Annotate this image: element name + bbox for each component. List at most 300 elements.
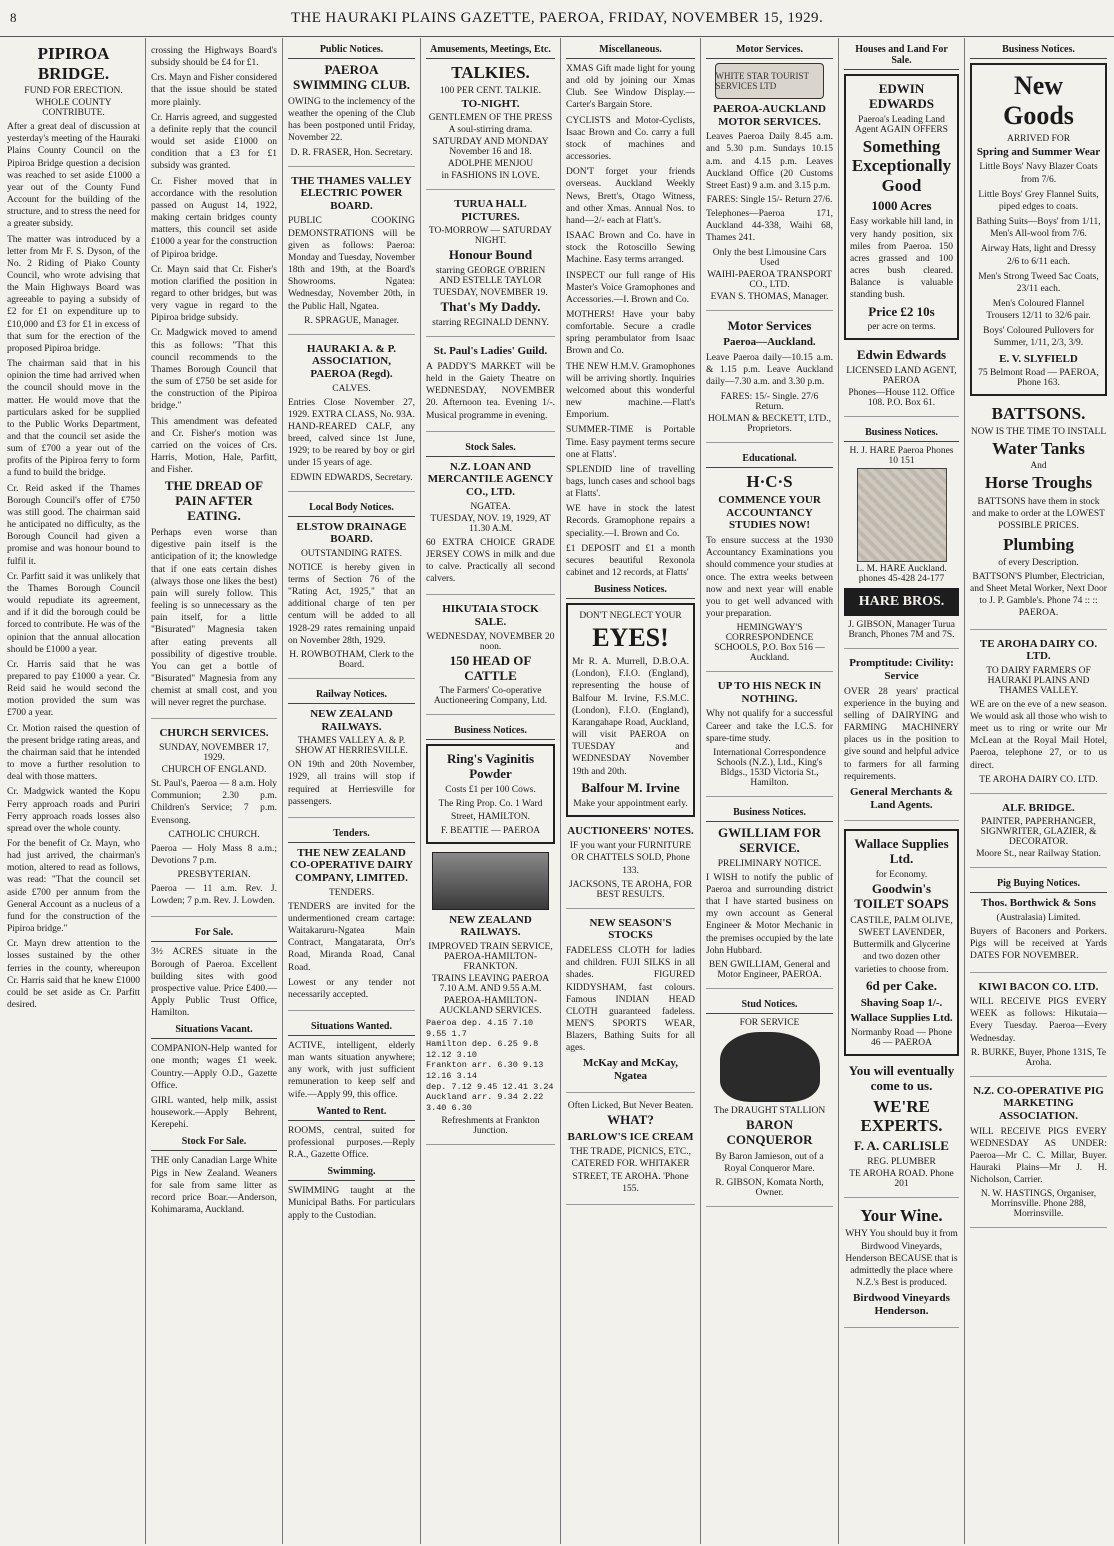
ad-sub: IMPROVED TRAIN SERVICE, PAEROA-HAMILTON-FRANKTON. — [428, 941, 553, 972]
ad-sign: E. V. SLYFIELD — [999, 352, 1078, 365]
ad-body: Buyers of Baconers and Porkers. Pigs will be received at Yards DATES FOR NOVEMBER. — [970, 927, 1107, 962]
paragraph: After a great deal of discussion at yesterday's meeting of the Hauraki Plains County Council on the Pipiroa Bridge question a decision was reached to set aside £1000 a year out of the County Fund Account for the building of the structure, and to stress the need for a greater subsidy. — [7, 122, 140, 230]
ad-title: WHAT? — [607, 1111, 654, 1127]
ad-item: Bathing Suits—Boys' from 1/11, Men's All-wool from 7/6. — [976, 217, 1101, 240]
guild-ad — [426, 345, 555, 431]
article-title: PIPIROA BRIDGE. — [37, 44, 110, 83]
ad-sub: TO-MORROW — SATURDAY NIGHT. — [428, 226, 553, 247]
ad-body: WE are on the eve of a new season. We would ask all those who wish to meet us to ring or write our Mr McLean at the Royal Mail Hotel, Paeroa, telephone 27, or to us direct. — [970, 699, 1107, 771]
classified: SWIMMING taught at the Municipal Baths. For particulars apply to the Custodian. — [288, 1186, 415, 1221]
ad-sub: LICENSED LAND AGENT, PAEROA — [846, 366, 957, 387]
section-head: Business Notices. — [706, 805, 833, 822]
stocks-ad — [566, 917, 695, 1093]
paragraph: Crs. Mayn and Fisher considered that the issue should be stated more plainly. — [151, 73, 277, 108]
ad-acres: 1000 Acres — [871, 197, 932, 213]
section-head: Business Notices. — [426, 723, 555, 740]
classified: GIRL wanted, help milk, assist housework.—Apply Behrent, Kerepehi. — [151, 1095, 277, 1131]
ad-body: 150 HEAD OF CATTLE — [449, 652, 532, 683]
timetable-head: PAEROA-HAMILTON-AUCKLAND SERVICES. — [439, 995, 542, 1016]
notice-title: THE THAMES VALLEY ELECTRIC POWER BOARD. — [291, 174, 412, 212]
ad-firm: BARLOW'S ICE CREAM — [567, 1130, 694, 1143]
columns — [2, 38, 1112, 1544]
ad-pre: DON'T NEGLECT YOUR — [579, 611, 682, 622]
ad-sign: EVAN S. THOMAS, Manager. — [710, 291, 829, 302]
ad-sub: Paeroa—Auckland. — [723, 336, 816, 349]
ad-body: Easy workable hill land, in very handy position, six miles from Paeroa. 150 acres grassed and 100 acres bush cleared. Balance is valuable standing bush. — [850, 217, 953, 301]
te-aroha-dairy-ad — [970, 638, 1107, 794]
ad-season: Spring and Summer Wear — [976, 145, 1101, 158]
ad-firm: Balfour M. Irvine — [581, 779, 680, 795]
battsons-ad — [970, 404, 1107, 629]
ad-sub: Paeroa's Leading Land Agent AGAIN OFFERS — [855, 114, 948, 135]
ad-title: AUCTIONEERS' NOTES. — [567, 824, 694, 837]
page-number: 8 — [10, 10, 17, 25]
section-head: Local Body Notices. — [288, 500, 415, 517]
ad-title: Motor Services — [727, 317, 812, 333]
ad-firm: Wallace Supplies Ltd. — [850, 1012, 953, 1025]
ad-foot: Only the best Limousine Cars Used — [712, 247, 827, 268]
ad-body: OVER 28 years' practical experience in the buying and selling of DAIRYING and FARMING MACHINERY places us in the position to give sound and helpful advice to farmers for all farming requirements. — [844, 686, 959, 782]
film-star: starring REGINALD DENNY. — [432, 318, 549, 329]
notice-sign: R. SPRAGUE, Manager. — [304, 315, 399, 326]
masthead-title: THE HAURAKI PLAINS GAZETTE, PAEROA, FRIDAY, NOVEMBER 15, 1929. — [290, 10, 824, 26]
paragraph: The matter was introduced by a letter from Mr F. S. Dyson, of the No. 2 Riding of Piako County Council, who wrote advising that the Main Highways Board was agreeable to paying a subsidy of £2 for £1 on expenditure up to £10,000 and £3 for £1 in excess of that sum for the erection of the proposed Pipiroa bridge. — [7, 234, 140, 354]
notice-title: THE NEW ZEALAND CO-OPERATIVE DAIRY COMPANY, LIMITED. — [289, 846, 414, 885]
ad-title: Edwin Edwards — [856, 347, 947, 363]
civility-ad — [844, 657, 959, 821]
ad-foot: Make your appointment early. — [573, 798, 688, 809]
ics-ad — [706, 680, 833, 797]
ad-price: Shaving Soap 1/-. — [860, 996, 943, 1009]
classified: 3½ ACRES situate in the Borough of Paeroa. Excellent building sites with good prospective value. Price £400.—Apply Public Trust Office, Hamilton. — [151, 947, 277, 1019]
ad-and: And — [1030, 461, 1047, 472]
classified: WE have in stock the latest Records. Gramophone repairs a speciality.—I. Brown and Co. — [566, 504, 695, 539]
ad-title: NEW SEASON'S STOCKS — [589, 916, 672, 942]
wine-ad — [844, 1206, 959, 1328]
classified: COMPANION-Help wanted for one month; wages £1 week. Country.—Apply O.D., Gazette Office. — [151, 1044, 277, 1091]
ad-body: PAINTER, PAPERHANGER, SIGNWRITER, GLAZIER, & DECORATOR. — [980, 817, 1097, 848]
masthead — [0, 0, 1114, 37]
ad-price: Price £2 10s — [868, 303, 935, 319]
ad-body: IF you want your FURNITURE OR CHATTELS SOLD, Phone 133. — [569, 841, 692, 876]
column-4 — [420, 38, 560, 1544]
ad-title: KIWI BACON CO. LTD. — [978, 980, 1099, 993]
hcs-logo: H·C·S — [746, 471, 793, 491]
timetable-foot: Refreshments at Frankton Junction. — [441, 1115, 540, 1136]
ad-body: A PADDY'S MARKET will be held in the Gaiety Theatre on WEDNESDAY, NOVEMBER 20. Afternoon tea. Evening 1/-. Musical programme in evening. — [426, 361, 555, 421]
ad-title: Your Wine. — [860, 1205, 943, 1225]
paragraph: Cr. Motion raised the question of the present bridge rating areas, and the chairman said that he intended to move a further resolution to deal with those matters. — [7, 723, 140, 783]
ad-title: TALKIES. — [451, 63, 530, 82]
ad-body: WHY You should buy it from Birdwood Vineyards, Henderson BECAUSE that is admittedly the place where N.Z.'s Best is produced. — [845, 1229, 958, 1289]
section-head: Public Notices. — [288, 42, 415, 59]
white-star-logo: WHITE STAR TOURIST SERVICES LTD — [715, 63, 825, 99]
paragraph: crossing the Highways Board's subsidy should be £4 for £1. — [151, 46, 277, 69]
railway-notice — [288, 708, 415, 818]
ad-title: NEW ZEALAND RAILWAYS. — [449, 913, 532, 939]
notice-title: NEW ZEALAND RAILWAYS. — [310, 707, 393, 733]
ad-title: COMMENCE YOUR ACCOUNTANCY STUDIES NOW! — [718, 494, 821, 532]
white-star-ad — [706, 63, 833, 311]
film-title: GENTLEMEN OF THE PRESS — [428, 113, 553, 124]
column-5 — [560, 38, 700, 1544]
ad-price: 6d per Cake. — [866, 977, 937, 993]
ad-title: N.Z. LOAN AND MERCANTILE AGENCY CO., LTD. — [427, 460, 554, 499]
ad-sign: BATTSON'S Plumber, Electrician, and Sheet Metal Worker, Next Door to J. P. Gamble's. Phone 74 :: :: PAEROA. — [970, 571, 1107, 619]
classified: INSPECT our full range of His Master's Voice Gramophones and Accessories.—I. Brown and Co. — [566, 270, 695, 305]
section-head: Miscellaneous. — [566, 42, 695, 59]
ad-sign: JACKSONS, TE AROHA, FOR BEST RESULTS. — [568, 879, 693, 900]
notice-body: TENDERS are invited for the undermentioned cream cartage: Waitakaruru-Ngatea Main Contract, Mangatarata, Orr's Road, Miranda Road, Canal Road. — [288, 901, 415, 973]
notice-body: Lowest or any tender not necessarily accepted. — [288, 977, 415, 1000]
classified: CYCLISTS and Motor-Cyclists, Isaac Brown and Co. carry a full stock of machines and accessories. — [566, 115, 695, 163]
ad-date: TUESDAY, NOV. 19, 1929, AT 11.30 A.M. — [430, 513, 551, 534]
ad-sign: R. GIBSON, Komata North, Owner. — [715, 1178, 824, 1199]
ad-body: Leave Paeroa daily—10.15 a.m. & 1.15 p.m. Leave Auckland daily—7.30 a.m. and 3.30 p.m. — [706, 353, 833, 388]
experts-ad — [844, 1064, 959, 1198]
ad-body: By Baron Jamieson, out of a Royal Conqueror Mare. — [715, 1151, 824, 1174]
paragraph: The chairman said that in his opinion the time had arrived when the council should move in the matter. He would move that the particulars asked for be supplied to the Public Works Department, and that the council set aside the sum of £700 a year out of the profits of the Pipiroa ferry to form a fund to build the bridge. — [7, 359, 140, 479]
edwards-ad — [844, 74, 959, 340]
column-6 — [700, 38, 838, 1544]
ad-sub: ARRIVED FOR — [1006, 133, 1071, 144]
ad-item: Airway Hats, light and Dressy 2/6 to 6/11 each. — [980, 244, 1097, 267]
notice-sub: CALVES. — [332, 383, 371, 394]
classified: THE only Canadian Large White Pigs in New Zealand. Weaners for sale from same litter as record price Boar.—Anderson, Kohimarama, Auckland. — [151, 1156, 277, 1216]
section-head: Situations Vacant. — [151, 1022, 277, 1039]
ad-title: TURUA HALL PICTURES. — [454, 198, 527, 223]
section-head: Stud Notices. — [706, 997, 833, 1014]
horse-icon — [720, 1032, 820, 1102]
ad-sub: NOW IS THE TIME TO INSTALL — [970, 426, 1107, 437]
ad-title: Something Exceptionally Good — [851, 136, 952, 195]
notice-sub: OUTSTANDING RATES. — [300, 548, 403, 559]
ad-sub: 100 PER CENT. TALKIE. — [439, 85, 541, 96]
ad-date: WEDNESDAY, NOVEMBER 20 noon. — [426, 631, 555, 652]
wallace-ad — [844, 829, 959, 1056]
stud-ad — [706, 1018, 833, 1207]
ad-sign: TE AROHA DAIRY CO. LTD. — [979, 774, 1098, 785]
ad-body: Leaves Paeroa Daily 8.45 a.m. and 5.30 p.m. Sundays 10.15 a.m. and 4.15 p.m. Leaves Auckland Office (20 Customs Street East) 9 a.m. and 3.15 p.m. — [706, 132, 833, 191]
ad-body: I WISH to notify the public of Paeroa and surrounding district that I have started business on my own account as General Engineer & Motor Mechanic in the premises occupied by the late John Hubbard. — [706, 872, 833, 956]
ad-title: BATTSONS. — [991, 404, 1086, 424]
paragraph: Cr. Harris said that he was prepared to pay £1000 a year. Cr. Reid said he would second the motion provided the sum was £700 a year. — [7, 659, 140, 719]
film-title: That's My Daddy. — [440, 299, 541, 315]
ad-sign: R. BURKE, Buyer, Phone 131S, Te Aroha. — [970, 1047, 1107, 1068]
church-name: CATHOLIC CHURCH. — [168, 829, 260, 840]
ad-item: Horse Troughs — [984, 473, 1093, 493]
notice-body: ON 19th and 20th November, 1929, all trains will stop if required at Herriesville for passengers. — [288, 760, 415, 807]
tender-notice — [288, 847, 415, 1011]
ad-fares: FARES: Single 15/- Return 27/6. — [706, 195, 833, 206]
column-2 — [145, 38, 282, 1544]
timetable-row: Hamilton dep. 6.25 9.8 12.12 3.10 — [426, 1039, 539, 1060]
ad-title: Thos. Borthwick & Sons — [981, 897, 1096, 910]
ad-body: WILL RECEIVE PIGS EVERY WEDNESDAY AS UNDER: Paeroa—Mr C. C. Millar, Buyer. Hauraki Plains—Mr J. H. Nicholson, Carrier. — [970, 1126, 1107, 1186]
section-head: For Sale. — [151, 925, 277, 942]
ad-body: To ensure success at the 1930 Accountancy Examinations you should commence your studies at once. The extra weeks between now and next year will enable you to get well advanced with your preparation. — [706, 536, 833, 619]
ad-firm: F. A. CARLISLE — [854, 1137, 949, 1153]
section-head: Educational. — [706, 451, 833, 468]
ad-name: EDWIN EDWARDS — [868, 81, 934, 111]
ad-title: St. Paul's Ladies' Guild. — [433, 345, 548, 358]
section-head: Swimming. — [288, 1164, 415, 1181]
paragraph: This amendment was defeated and Cr. Fisher's motion was carried on the voices of Crs. Harris, Motion, Hale, Parfitt, and Fisher. — [151, 416, 277, 476]
church-times: St. Paul's, Paeroa — 8 a.m. Holy Communion; 2.30 p.m. Children's Service; 7 p.m. Evensong. — [151, 779, 277, 826]
notice-sign: D. R. FRASER, Hon. Secretary. — [290, 147, 413, 158]
film-sub: A soul-stirring drama. — [448, 125, 533, 136]
ad-line: TRAINS LEAVING PAEROA 7.10 A.M. AND 9.55 A.M. — [431, 973, 550, 994]
column-3 — [282, 38, 420, 1544]
ad-title: UP TO HIS NECK IN NOTHING. — [717, 680, 822, 705]
section-head: Situations Wanted. — [288, 1019, 415, 1036]
borthwick-ad — [970, 897, 1107, 972]
ad-body: WILL RECEIVE PIGS EVERY WEEK as follows: Hikutaia—Every Tuesday. Paeroa—Every Wednesday. — [970, 997, 1107, 1044]
classified: MOTHERS! Have your baby comfortable. Secure a cradle spring perambulator from Isaac Brown and Co. — [566, 309, 695, 357]
ad-phone: Phones—House 112. Office 108. P.O. Box 61. — [848, 388, 955, 409]
ad-sign: BEN GWILLIAM, General and Motor Engineer, PAEROA. — [708, 959, 831, 980]
dread-article — [151, 479, 277, 719]
ad-body: 60 EXTRA CHOICE GRADE JERSEY COWS in milk and due to calve. Practically all second calvers. — [426, 537, 555, 585]
ad-body: CASTILE, PALM OLIVE, SWEET LAVENDER, Buttermilk and Glycerine and two dozen other varieties to choose from. — [850, 915, 953, 975]
section-head: Business Notices. — [566, 582, 695, 599]
ad-phones: Telephones—Paeroa 171, Auckland 44-338, Waihi 68, Thames 241. — [706, 209, 833, 244]
ad-title: TE AROHA DAIRY CO. LTD. — [979, 637, 1098, 663]
ap-notice — [288, 343, 415, 492]
ad-body: The Ring Prop. Co. 1 Ward Street, HAMILTON. — [438, 799, 543, 822]
ad-sub: for Economy. — [875, 870, 928, 881]
notice-sub: THAMES VALLEY A. & P. SHOW AT HERRIESVILLE. — [295, 736, 408, 757]
ad-sub: The DRAUGHT STALLION — [713, 1105, 826, 1116]
notice-sign: EDWIN EDWARDS, Secretary. — [290, 472, 413, 483]
column-8 — [964, 38, 1112, 1544]
section-head: Railway Notices. — [288, 687, 415, 704]
ad-title: PAEROA-AUCKLAND MOTOR SERVICES. — [713, 103, 826, 128]
ad-sub: Costs £1 per 100 Cows. — [445, 785, 536, 796]
section-head: Amusements, Meetings, Etc. — [426, 42, 555, 59]
ad-body: Mr R. A. Murrell, D.B.O.A. (London), F.I.O. (England), representing the house of Balfour M. Irvine, F.S.M.C. (London), F.I.O. (England), Karangahape Road, Auckland, will visit PAEROA on TUESDAY and WEDNESDAY November 19th and 20th. — [572, 657, 689, 777]
classified: SPLENDID line of travelling bags, lunch cases and school bags at Flatts'. — [566, 464, 695, 500]
ad-sign: HEMINGWAY'S CORRESPONDENCE SCHOOLS, P.O. Box 516 — Auckland. — [714, 623, 825, 664]
paragraph: Cr. Parfitt said it was unlikely that the Thames Borough Council would repudiate its agreement, and if it did the borough could be forced to contribute. He was of the opinion that the annual allocation should be £1000 a year. — [7, 571, 140, 655]
section-head: Stock For Sale. — [151, 1134, 277, 1151]
paragraph: Cr. Fisher moved that in accordance with the resolution passed on August 14, 1922, making certain bridges county matters, this council set aside £1000 a year for the construction of Pipiroa bridge. — [151, 176, 277, 260]
paragraph: Cr. Mayn said that Cr. Fisher's motion clarified the position in regard to other bridges, but was very vague in regard to the Pipiroa bridge subsidy. — [151, 264, 277, 324]
power-board-notice — [288, 175, 415, 335]
ad-addr: Normanby Road — Phone 46 — PAEROA — [850, 1027, 953, 1048]
church-times: Paeroa — Holy Mass 8 a.m.; Devotions 7 p.m. — [151, 843, 277, 866]
film-date: SATURDAY AND MONDAY November 16 and 18. — [432, 137, 549, 158]
ad-sub: REG. PLUMBER — [867, 1156, 936, 1167]
edwards-card — [844, 348, 959, 417]
ad-title: ALF. BRIDGE. — [1002, 801, 1075, 814]
section-head: Tenders. — [288, 826, 415, 843]
ad-sub: PRELIMINARY NOTICE. — [717, 858, 822, 869]
column-7 — [838, 38, 964, 1544]
ad-title: EYES! — [592, 623, 669, 653]
kiwi-bacon-ad — [970, 981, 1107, 1077]
hare-logo: HARE BROS. — [844, 588, 959, 616]
classified: ROOMS, central, suited for professional purposes.—Reply R.A., Gazette Office. — [288, 1125, 415, 1161]
rabbit-icon — [857, 468, 947, 562]
church-date: SUNDAY, NOVEMBER 17, 1929. — [159, 743, 269, 764]
ad-body: FADELESS CLOTH for ladies and children. FUJI SILKS in all shades. FIGURED KIDDYSHAM, fast colours. Famous INDIAN HEAD CLOTH guaranteed fadeless. MEN'S SPORTS WEAR, Blazers, Bathing Suits for all ages. — [566, 946, 695, 1054]
talkies-ad — [426, 63, 555, 190]
article-subtitle: FUND FOR ERECTION. — [24, 86, 123, 97]
ad-addr: Moore St., near Railway Station. — [976, 849, 1101, 860]
ad-title: N.Z. CO-OPERATIVE PIG MARKETING ASSOCIATION. — [973, 1084, 1104, 1123]
gwilliam-ad — [706, 826, 833, 989]
ad-item: Little Boys' Grey Flannel Suits, piped edges to coats. — [978, 189, 1099, 212]
notice-sub: TENDERS. — [328, 887, 375, 898]
timetable — [426, 1018, 555, 1114]
ad-tonight: TO-NIGHT. — [461, 97, 520, 110]
ad-title: BARON CONQUEROR — [726, 1116, 813, 1147]
column-1 — [2, 38, 145, 1544]
church-name: PRESBYTERIAN. — [177, 870, 251, 881]
railway-timetable — [426, 852, 555, 1145]
ad-body: BATTSONS have them in stock and make to order at the LOWEST POSSIBLE PRICES. — [972, 496, 1105, 532]
ad-sign: HOLMAN & BECKETT, LTD., Proprietors. — [708, 413, 831, 434]
church-head: CHURCH SERVICES. — [159, 727, 269, 740]
ad-line: You will eventually come to us. — [848, 1062, 955, 1093]
ad-left: H. J. HARE Paeroa Phones 10 151 — [849, 446, 954, 467]
turua-ad — [426, 198, 555, 337]
notice-title: HAURAKI A. & P. ASSOCIATION, PAEROA (Regd). — [306, 342, 397, 380]
paragraph: Cr. Madgwick wanted the Kopu Ferry approach roads and Puriri Ferry approach roads losses also spread over the whole county. — [7, 787, 140, 834]
paragraph: For the benefit of Cr. Mayn, who had just arrived, the chairman's motion, altered to read as follows, was read: "That the council set aside £700 per annum from the General Account as a nucleus of a fund for the construction of the Pipiroa bridge." — [7, 839, 140, 935]
classified: SUMMER-TIME is Portable Time. Easy payment terms secure one at Flatts'. — [566, 425, 695, 460]
ad-item: Men's Coloured Flannel Trousers 12/11 to 32/6 pair. — [986, 298, 1091, 322]
film-title: Honour Bound — [448, 247, 533, 263]
notice-sign: H. ROWBOTHAM, Clerk to the Board. — [289, 649, 414, 670]
ad-sub: TO DAIRY FARMERS OF HAURAKI PLAINS AND THAMES VALLEY. — [986, 665, 1091, 696]
section-head: Stock Sales. — [426, 440, 555, 457]
pig-marketing-ad — [970, 1085, 1107, 1229]
notice-body: PUBLIC COOKING DEMONSTRATIONS will be given as follows: Paeroa: Monday and Tuesday, November 18th and 19th, at the Board's Showrooms. Ngatea: Wednesday, November 20th, in the Public Hall, Ngatea. — [288, 216, 415, 312]
ad-title: New Goods — [1003, 71, 1074, 130]
ad-sign: The Farmers' Co-operative Auctioneering Company, Ltd. — [433, 686, 548, 707]
timetable-row: Frankton arr. 6.30 9.13 12.16 3.14 — [426, 1060, 544, 1082]
eyes-ad — [566, 603, 695, 816]
ad-right: L. M. HARE Auckland. phones 45-428 24-177 — [856, 564, 947, 585]
ad-item: Boys' Coloured Pullovers for Summer, 1/11, 2/3, 3/9. — [983, 326, 1094, 349]
ad-sub: (Australasia) Limited. — [996, 913, 1081, 924]
ad-title: WE'RE EXPERTS. — [860, 1096, 943, 1136]
paragraph: Cr. Mayn drew attention to the losses sustained by the other ferries in the county, whereupon Cr. Harris said that he knew £1000 could be set aside as Cr. Parfitt desired. — [7, 939, 140, 1011]
drainage-notice — [288, 521, 415, 679]
section-head: Pig Buying Notices. — [970, 876, 1107, 893]
dread-title: THE DREAD OF PAIN AFTER EATING. — [164, 478, 264, 524]
swim-club-notice — [288, 63, 415, 167]
ad-title: HIKUTAIA STOCK SALE. — [442, 603, 539, 628]
classified: £1 DEPOSIT and £1 a month secures beautiful Rexonola cabinet and 12 records, at Flatts' — [566, 543, 695, 579]
ad-logo: Wallace Supplies Ltd. — [854, 836, 949, 867]
ad-pre: FOR SERVICE — [739, 1017, 800, 1028]
motor-services-ad — [706, 319, 833, 443]
hikutaia-ad — [426, 603, 555, 715]
ad-item: Water Tanks — [992, 438, 1085, 458]
auctioneer-ad — [566, 825, 695, 909]
ring-ad — [426, 744, 555, 843]
film-title: in FASHIONS IN LOVE. — [441, 171, 540, 182]
section-head: Business Notices. — [970, 42, 1107, 59]
section-head: Wanted to Rent. — [288, 1104, 415, 1121]
ad-title: Goodwin's TOILET SOAPS — [854, 881, 949, 912]
church-times: Paeroa — 11 a.m. Rev. J. Lowden; 7 p.m. Rev. J. Lowden. — [151, 884, 277, 907]
notice-body: Entries Close November 27, 1929. EXTRA CLASS, No. 93A. HAND-REARED CALF, any breed, calved since 1st June, 1929; to be reared by boy or girl under 15 years of age. — [288, 397, 415, 469]
timetable-row: Paeroa dep. 4.15 7.10 9.55 1.7 — [426, 1017, 534, 1039]
ad-pre: Often Licked, But Never Beaten. — [567, 1100, 694, 1111]
ad-title: WAIHI-PAEROA TRANSPORT CO., LTD. — [707, 269, 832, 290]
ad-addr: 75 Belmont Road — PAEROA, Phone 163. — [978, 368, 1099, 389]
paragraph: Cr. Harris agreed, and suggested a definite reply that the council would set aside £1000 on condition that a £3 for £1 subsidy was granted. — [151, 112, 277, 172]
dread-body: Perhaps even worse than digestive pain itself is the anticipation of it; the knowledge that if one eats certain dishes (always those one likes the best) pain will surely follow. This feeling is so unnecessary as the pain itself, for a little "Bisurated" Magnesia taken after eating prevents all possibility of digestive trouble. You can get a bottle of "Bisurated" Magnesia from any chemist at small cost, and you will never regret the purchase. — [151, 528, 277, 709]
ad-sign: N. W. HASTINGS, Organiser, Morrinsville. Phone 288, Morrinsville. — [980, 1189, 1097, 1220]
new-goods-ad — [970, 63, 1107, 396]
ad-item: Men's Strong Tweed Sac Coats, 23/11 each. — [978, 271, 1099, 294]
classified: THE NEW H.M.V. Gramophones will be arriving shortly. Inquiries welcomed about this wonderful new machine.—Flatt's Emporium. — [566, 361, 695, 421]
section-head: Houses and Land For Sale. — [844, 42, 959, 70]
notice-title: ELSTOW DRAINAGE BOARD. — [296, 520, 407, 546]
notice-title: PAEROA SWIMMING CLUB. — [292, 62, 410, 92]
ice-cream-ad — [566, 1101, 695, 1205]
ad-title: Ring's Vaginitis Powder — [446, 751, 535, 782]
classified: DON'T forget your friends overseas. Auckland Weekly News, Brett's, Otago Witness, and other Xmas. Annual Nos. to hand—2/- each at Flatt's. — [566, 167, 695, 226]
paragraph: Cr. Madgwick moved to amend this as follows: "That this council recommends to the Thames Borough Council that the sum of £750 be set aside for the construction of the Pipiroa bridge." — [151, 328, 277, 412]
section-head: Business Notices. — [844, 425, 959, 442]
classified: XMAS Gift made light for young and old by joining our Xmas Club. See Window Display.—Carter's Bargain Store. — [566, 64, 695, 111]
classified: ACTIVE, intelligent, elderly man wants situation anywhere; any work, with just sufficient remuneration to keep self and wife.—Apply 99, this office. — [288, 1040, 415, 1100]
notice-body: OWING to the inclemency of the weather the opening of the Club has been postponed until Friday, November 22. — [288, 96, 415, 144]
hemingway-ad — [706, 472, 833, 673]
ad-sign: Birdwood Vineyards Henderson. — [853, 1292, 950, 1317]
ad-body: Why not qualify for a successful Career and take the I.C.S. for spare-time study. — [706, 709, 833, 744]
article-subtitle: WHOLE COUNTY CONTRIBUTE. — [35, 98, 112, 119]
timetable-row: Auckland arr. 9.34 2.22 3.40 6.30 — [426, 1092, 544, 1113]
notice-body: NOTICE is hereby given in terms of Section 76 of the "Rating Act, 1925," that an additional charge of ten per centum will be added to all 1928-29 rates remaining unpaid on November 28th, 1929. — [288, 562, 415, 646]
ad-title: Promptitude: Civility: Service — [849, 657, 954, 683]
paragraph: Cr. Reid asked if the Thames Borough Council's offer of £750 was still good. The chairman said he anticipated no difficulty, as the Borough Council had given a promise and was honour bound to fulfil it. — [7, 483, 140, 567]
ad-sign: International Correspondence Schools (N.Z.), Ltd., King's Bldgs., 153D Victoria St., Hamilton. — [713, 747, 826, 788]
ad-desc: of every Description. — [998, 557, 1079, 568]
timetable-row: dep. 7.12 9.45 12.41 3.24 — [426, 1081, 554, 1092]
ad-fares: FARES: 15/- Single. 27/6 Return. — [720, 391, 819, 412]
film-date: TUESDAY, NOVEMBER 19. — [433, 288, 548, 299]
alf-bridge-ad — [970, 802, 1107, 869]
section-head: Motor Services. — [706, 42, 833, 59]
ad-sign: F. BEATTIE — PAEROA — [440, 825, 541, 836]
ad-sign: J. GIBSON, Manager Turua Branch, Phones 7M and 7S. — [848, 620, 955, 641]
church-services — [151, 727, 277, 917]
ad-per: per acre on terms. — [867, 322, 936, 333]
film-star: starring GEORGE O'BRIEN AND ESTELLE TAYLOR — [435, 266, 546, 287]
ad-item: Little Boys' Navy Blazer Coats from 7/6. — [979, 162, 1098, 185]
classified: ISAAC Brown and Co. have in stock the Rotoscillo Sewing Machine. Easy terms arranged. — [566, 231, 695, 266]
ad-title: GWILLIAM FOR SERVICE. — [718, 824, 821, 855]
film-star: ADOLPHE MENJOU — [447, 159, 534, 170]
ad-place: NGATEA. — [470, 501, 511, 512]
hare-ad — [844, 446, 959, 649]
ad-body: THE TRADE, PICNICS, ETC., CATERED FOR. WHITAKER STREET, TE AROHA. 'Phone 155. — [570, 1147, 691, 1194]
church-name: CHURCH OF ENGLAND. — [161, 765, 267, 776]
stock-sale-ad — [426, 461, 555, 596]
ad-item: Plumbing — [1003, 535, 1074, 555]
ad-firm: McKay and McKay, Ngatea — [582, 1057, 679, 1083]
train-illustration — [432, 852, 549, 910]
ad-sign: General Merchants & Land Agents. — [849, 785, 954, 811]
ad-addr: TE AROHA ROAD. Phone 201 — [849, 1168, 954, 1189]
